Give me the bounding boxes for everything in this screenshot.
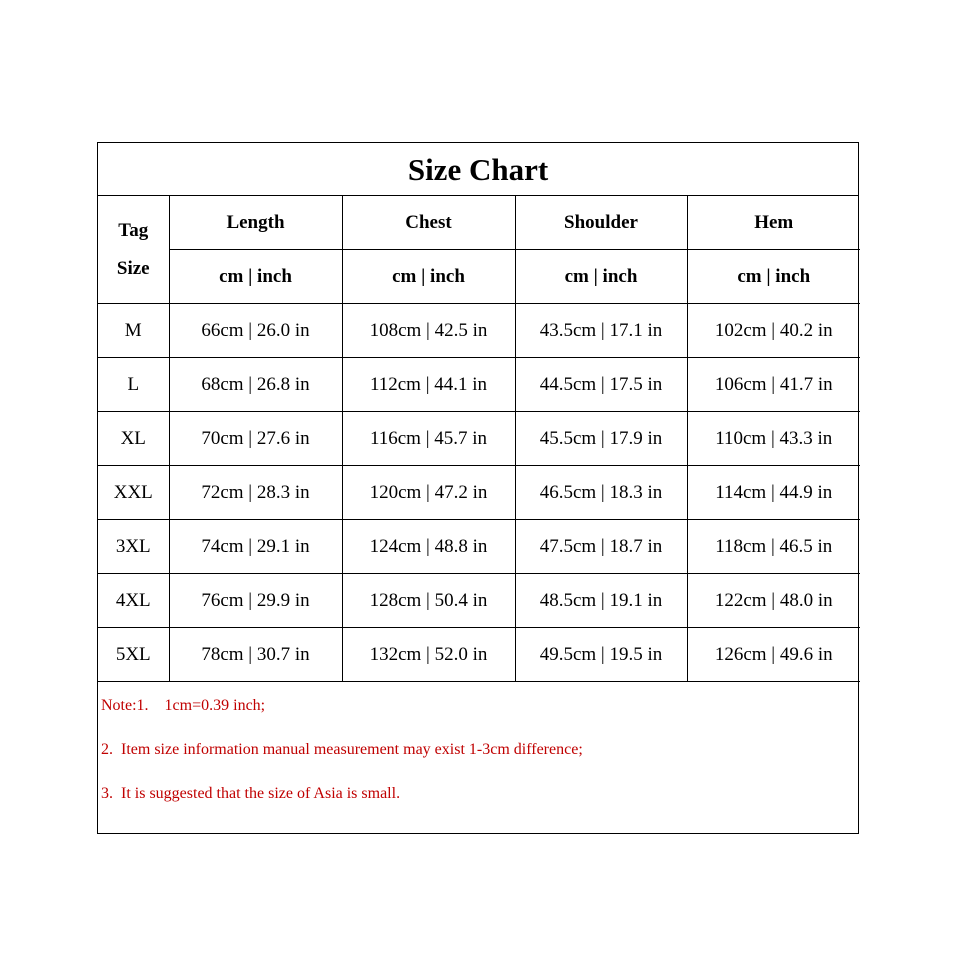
length-cell: 66cm | 26.0 in	[169, 304, 342, 358]
note-line: 3. It is suggested that the size of Asia is small.	[101, 785, 401, 802]
table-row	[98, 628, 860, 682]
tag-label: Tag	[118, 219, 149, 241]
chest-cell: 116cm | 45.7 in	[342, 412, 515, 466]
unit-header-chest: cm | inch	[342, 250, 515, 304]
table-row	[98, 520, 860, 574]
table-row	[98, 304, 860, 358]
size-cell: 5XL	[98, 628, 169, 682]
shoulder-cell: 46.5cm | 18.3 in	[515, 466, 687, 520]
table-row	[98, 358, 860, 412]
table-row	[98, 466, 860, 520]
size-cell: M	[98, 304, 169, 358]
column-header-shoulder: Shoulder	[515, 196, 687, 250]
column-header-chest: Chest	[342, 196, 515, 250]
hem-cell: 114cm | 44.9 in	[687, 466, 860, 520]
tag-size-header	[98, 196, 169, 304]
hem-cell: 106cm | 41.7 in	[687, 358, 860, 412]
length-cell: 72cm | 28.3 in	[169, 466, 342, 520]
hem-cell: 110cm | 43.3 in	[687, 412, 860, 466]
unit-header-hem: cm | inch	[687, 250, 860, 304]
shoulder-cell: 48.5cm | 19.1 in	[515, 574, 687, 628]
note-line: 2. Item size information manual measurement may exist 1-3cm difference;	[101, 741, 583, 758]
unit-header-shoulder: cm | inch	[515, 250, 687, 304]
chest-cell: 108cm | 42.5 in	[342, 304, 515, 358]
table-row	[98, 574, 860, 628]
chart-title: Size Chart	[98, 143, 858, 196]
chest-cell: 128cm | 50.4 in	[342, 574, 515, 628]
hem-cell: 102cm | 40.2 in	[687, 304, 860, 358]
length-cell: 70cm | 27.6 in	[169, 412, 342, 466]
size-cell: 4XL	[98, 574, 169, 628]
chest-cell: 120cm | 47.2 in	[342, 466, 515, 520]
shoulder-cell: 44.5cm | 17.5 in	[515, 358, 687, 412]
size-cell: L	[98, 358, 169, 412]
length-cell: 76cm | 29.9 in	[169, 574, 342, 628]
column-header-hem: Hem	[687, 196, 860, 250]
size-cell: 3XL	[98, 520, 169, 574]
hem-cell: 126cm | 49.6 in	[687, 628, 860, 682]
header-row-columns	[98, 196, 860, 250]
length-cell: 68cm | 26.8 in	[169, 358, 342, 412]
chest-cell: 132cm | 52.0 in	[342, 628, 515, 682]
hem-cell: 118cm | 46.5 in	[687, 520, 860, 574]
size-chart	[97, 142, 859, 834]
note-line: Note:1. 1cm=0.39 inch;	[101, 697, 266, 714]
size-cell: XXL	[98, 466, 169, 520]
hem-cell: 122cm | 48.0 in	[687, 574, 860, 628]
shoulder-cell: 43.5cm | 17.1 in	[515, 304, 687, 358]
chest-cell: 124cm | 48.8 in	[342, 520, 515, 574]
size-table	[98, 196, 860, 682]
shoulder-cell: 47.5cm | 18.7 in	[515, 520, 687, 574]
unit-header-length: cm | inch	[169, 250, 342, 304]
column-header-length: Length	[169, 196, 342, 250]
size-label: Size	[116, 257, 150, 279]
chest-cell: 112cm | 44.1 in	[342, 358, 515, 412]
header-row-units	[98, 250, 860, 304]
shoulder-cell: 45.5cm | 17.9 in	[515, 412, 687, 466]
shoulder-cell: 49.5cm | 19.5 in	[515, 628, 687, 682]
size-cell: XL	[98, 412, 169, 466]
length-cell: 78cm | 30.7 in	[169, 628, 342, 682]
notes-section	[98, 682, 858, 828]
table-row	[98, 412, 860, 466]
length-cell: 74cm | 29.1 in	[169, 520, 342, 574]
